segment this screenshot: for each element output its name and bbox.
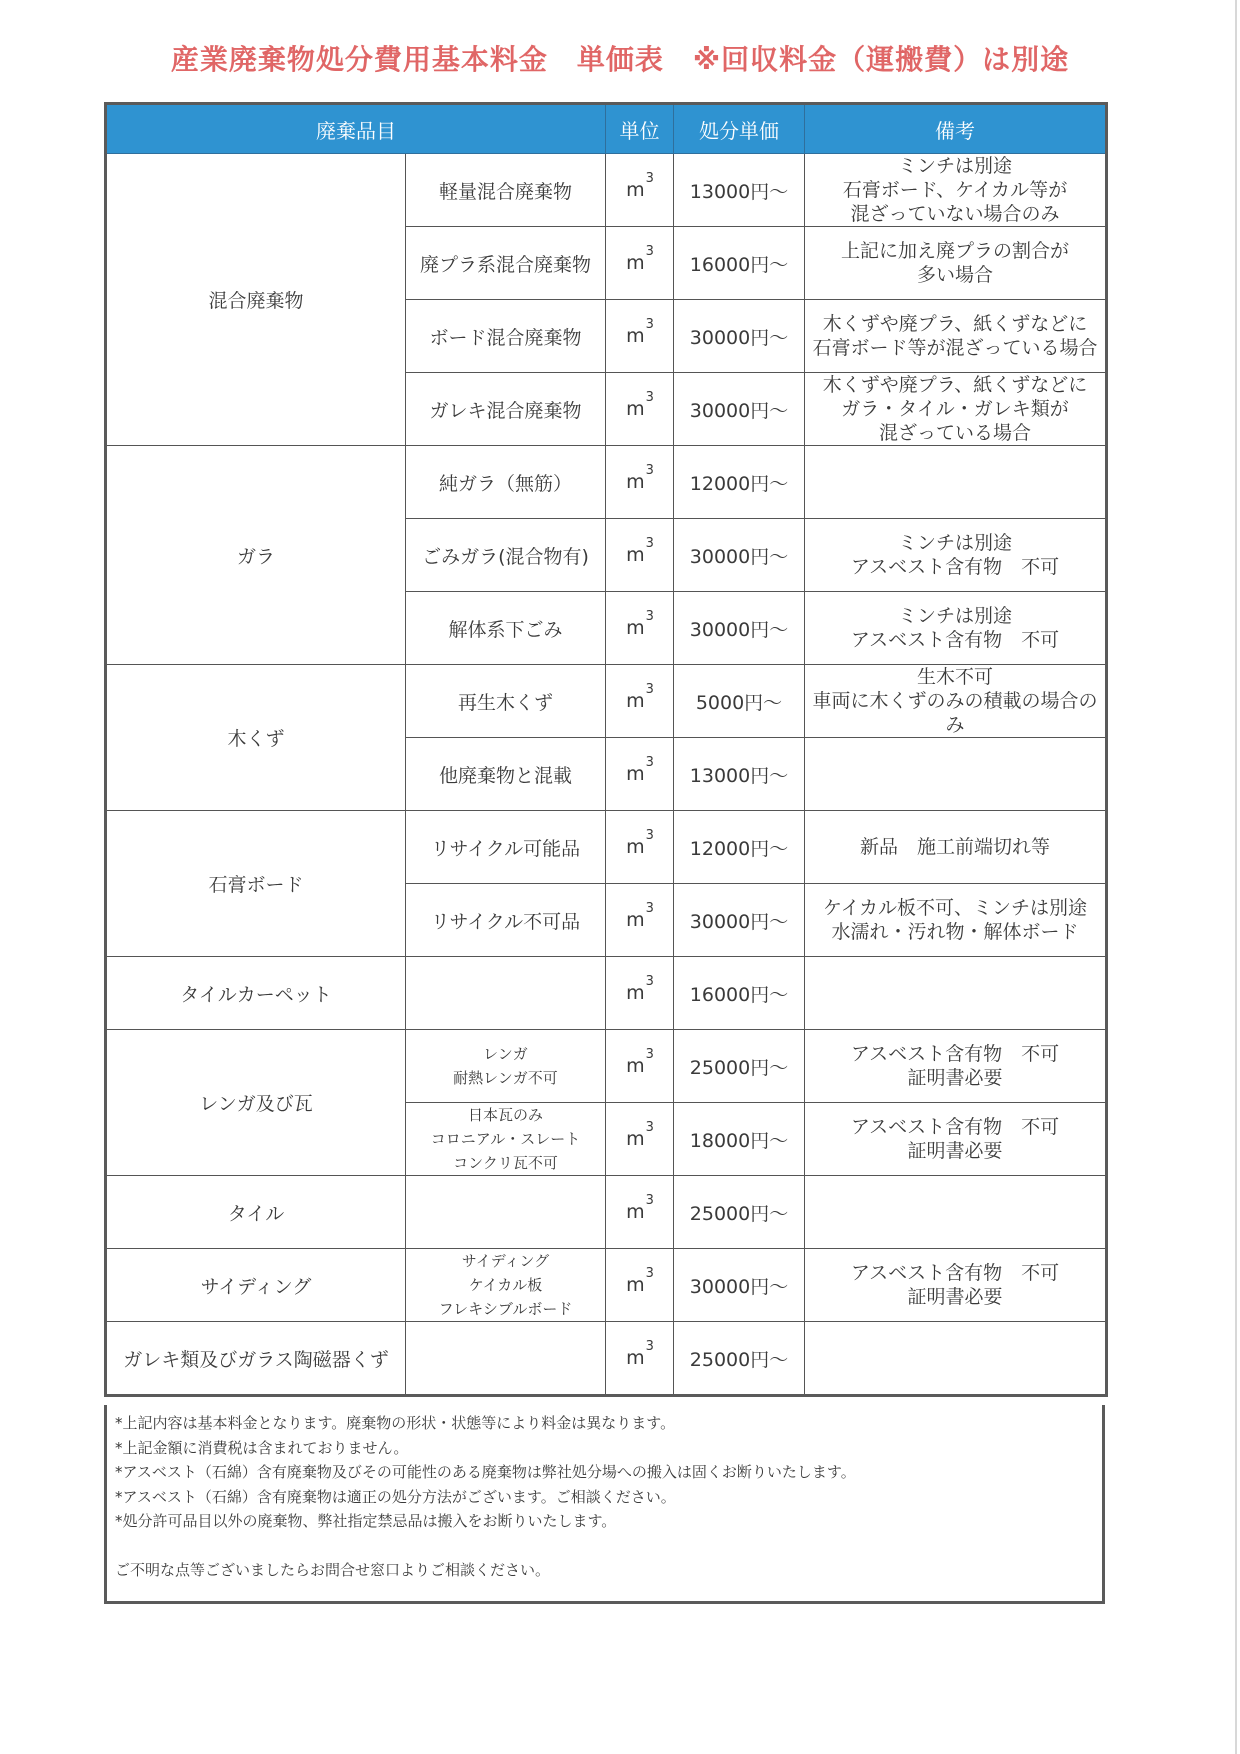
unit-symbol: m bbox=[626, 909, 645, 931]
subitem-cell: 廃プラ系混合廃棄物 bbox=[406, 227, 606, 300]
unit-cell bbox=[606, 446, 674, 519]
unit-exponent: 3 bbox=[645, 609, 654, 624]
unit-symbol: m bbox=[626, 398, 645, 420]
table-header-row bbox=[106, 104, 1107, 154]
unit-exponent: 3 bbox=[645, 682, 654, 697]
price-cell: 16000円～ bbox=[674, 227, 805, 300]
header-unit: 単位 bbox=[606, 104, 674, 154]
subitem-cell: 再生木くず bbox=[406, 665, 606, 738]
unit-cell bbox=[606, 811, 674, 884]
price-cell: 12000円～ bbox=[674, 446, 805, 519]
unit-symbol: m bbox=[626, 471, 645, 493]
unit-symbol: m bbox=[626, 1055, 645, 1077]
note-cell bbox=[805, 738, 1107, 811]
price-cell: 12000円～ bbox=[674, 811, 805, 884]
unit-exponent: 3 bbox=[645, 463, 654, 478]
unit-cell bbox=[606, 665, 674, 738]
footer-note-line: *アスベスト（石綿）含有廃棄物及びその可能性のある廃棄物は弊社処分場への搬入は固くお断りいたします。 bbox=[115, 1463, 856, 1481]
subitem-cell: 日本瓦のみ コロニアル・スレート コンクリ瓦不可 bbox=[406, 1103, 606, 1176]
subitem-cell: 他廃棄物と混載 bbox=[406, 738, 606, 811]
price-cell: 30000円～ bbox=[674, 1249, 805, 1322]
note-cell: 生木不可 車両に木くずのみの積載の場合のみ bbox=[805, 665, 1107, 738]
unit-cell bbox=[606, 738, 674, 811]
table-row bbox=[106, 811, 1107, 884]
category-cell: ガレキ類及びガラス陶磁器くず bbox=[106, 1322, 406, 1396]
unit-cell bbox=[606, 519, 674, 592]
price-cell: 18000円～ bbox=[674, 1103, 805, 1176]
subitem-cell: 解体系下ごみ bbox=[406, 592, 606, 665]
note-cell: 木くずや廃プラ、紙くずなどに 石膏ボード等が混ざっている場合 bbox=[805, 300, 1107, 373]
unit-symbol: m bbox=[626, 836, 645, 858]
unit-symbol: m bbox=[626, 1201, 645, 1223]
price-cell: 25000円～ bbox=[674, 1176, 805, 1249]
subitem-cell: 純ガラ（無筋） bbox=[406, 446, 606, 519]
note-cell: ケイカル板不可、ミンチは別途 水濡れ・汚れ物・解体ボード bbox=[805, 884, 1107, 957]
unit-exponent: 3 bbox=[645, 1047, 654, 1062]
price-cell: 30000円～ bbox=[674, 300, 805, 373]
unit-exponent: 3 bbox=[645, 244, 654, 259]
footer-contact: ご不明な点等ございましたらお問合せ窓口よりご相談ください。 bbox=[115, 1560, 551, 1579]
unit-exponent: 3 bbox=[645, 974, 654, 989]
unit-cell bbox=[606, 227, 674, 300]
note-cell bbox=[805, 1176, 1107, 1249]
unit-cell bbox=[606, 592, 674, 665]
note-cell: アスベスト含有物 不可 証明書必要 bbox=[805, 1103, 1107, 1176]
price-cell: 25000円～ bbox=[674, 1030, 805, 1103]
note-cell bbox=[805, 957, 1107, 1030]
category-cell: 混合廃棄物 bbox=[106, 154, 406, 446]
unit-cell bbox=[606, 1176, 674, 1249]
unit-exponent: 3 bbox=[645, 317, 654, 332]
subitem-cell bbox=[406, 1176, 606, 1249]
price-cell: 16000円～ bbox=[674, 957, 805, 1030]
subitem-cell: リサイクル不可品 bbox=[406, 884, 606, 957]
unit-cell bbox=[606, 1249, 674, 1322]
note-cell bbox=[805, 446, 1107, 519]
unit-exponent: 3 bbox=[645, 536, 654, 551]
subitem-cell: ごみガラ(混合物有) bbox=[406, 519, 606, 592]
unit-exponent: 3 bbox=[645, 1266, 654, 1281]
unit-symbol: m bbox=[626, 982, 645, 1004]
header-note: 備考 bbox=[805, 104, 1107, 154]
subitem-cell bbox=[406, 1322, 606, 1396]
price-cell: 13000円～ bbox=[674, 738, 805, 811]
table-row bbox=[106, 1176, 1107, 1249]
table-row bbox=[106, 1322, 1107, 1396]
unit-symbol: m bbox=[626, 1128, 645, 1150]
footer-notes bbox=[104, 1405, 1105, 1604]
unit-symbol: m bbox=[626, 763, 645, 785]
table-row bbox=[106, 154, 1107, 227]
unit-exponent: 3 bbox=[645, 755, 654, 770]
unit-symbol: m bbox=[626, 617, 645, 639]
unit-cell bbox=[606, 373, 674, 446]
note-cell: ミンチは別途 アスベスト含有物 不可 bbox=[805, 519, 1107, 592]
header-item: 廃棄品目 bbox=[106, 104, 606, 154]
subitem-cell: サイディング ケイカル板 フレキシブルボード bbox=[406, 1249, 606, 1322]
page-edge-line bbox=[1235, 0, 1237, 1754]
note-cell: 上記に加え廃プラの割合が 多い場合 bbox=[805, 227, 1107, 300]
subitem-cell: ボード混合廃棄物 bbox=[406, 300, 606, 373]
unit-cell bbox=[606, 300, 674, 373]
header-price: 処分単価 bbox=[674, 104, 805, 154]
price-cell: 5000円～ bbox=[674, 665, 805, 738]
price-cell: 13000円～ bbox=[674, 154, 805, 227]
unit-exponent: 3 bbox=[645, 171, 654, 186]
subitem-cell bbox=[406, 957, 606, 1030]
unit-cell bbox=[606, 1322, 674, 1396]
subitem-cell: レンガ 耐熱レンガ不可 bbox=[406, 1030, 606, 1103]
note-cell bbox=[805, 1322, 1107, 1396]
unit-symbol: m bbox=[626, 1274, 645, 1296]
unit-cell bbox=[606, 1030, 674, 1103]
category-cell: 木くず bbox=[106, 665, 406, 811]
table-row bbox=[106, 446, 1107, 519]
category-cell: 石膏ボード bbox=[106, 811, 406, 957]
price-cell: 25000円～ bbox=[674, 1322, 805, 1396]
unit-symbol: m bbox=[626, 325, 645, 347]
note-cell: アスベスト含有物 不可 証明書必要 bbox=[805, 1030, 1107, 1103]
footer-note-line: *上記金額に消費税は含まれておりません。 bbox=[115, 1438, 409, 1457]
subitem-cell: 軽量混合廃棄物 bbox=[406, 154, 606, 227]
unit-cell bbox=[606, 957, 674, 1030]
category-cell: レンガ及び瓦 bbox=[106, 1030, 406, 1176]
footer-note-line: *アスベスト（石綿）含有廃棄物は適正の処分方法がございます。ご相談ください。 bbox=[115, 1487, 676, 1506]
footer-note-line: *上記内容は基本料金となります。廃棄物の形状・状態等により料金は異なります。 bbox=[115, 1414, 676, 1432]
price-cell: 30000円～ bbox=[674, 884, 805, 957]
page-title: 産業廃棄物処分費用基本料金 単価表 ※回収料金（運搬費）は別途 bbox=[170, 43, 1070, 76]
table-body bbox=[106, 154, 1107, 1396]
note-cell: 新品 施工前端切れ等 bbox=[805, 811, 1107, 884]
price-cell: 30000円～ bbox=[674, 519, 805, 592]
category-cell: タイル bbox=[106, 1176, 406, 1249]
unit-cell bbox=[606, 1103, 674, 1176]
unit-exponent: 3 bbox=[645, 1193, 654, 1208]
note-cell: ミンチは別途 アスベスト含有物 不可 bbox=[805, 592, 1107, 665]
note-cell: アスベスト含有物 不可 証明書必要 bbox=[805, 1249, 1107, 1322]
category-cell: タイルカーペット bbox=[106, 957, 406, 1030]
note-cell: ミンチは別途 石膏ボード、ケイカル等が 混ざっていない場合のみ bbox=[805, 154, 1107, 227]
table-row bbox=[106, 1030, 1107, 1103]
price-cell: 30000円～ bbox=[674, 592, 805, 665]
unit-exponent: 3 bbox=[645, 828, 654, 843]
table-row bbox=[106, 1249, 1107, 1322]
footer-note-line: *処分許可品目以外の廃棄物、弊社指定禁忌品は搬入をお断りいたします。 bbox=[115, 1512, 617, 1530]
unit-cell bbox=[606, 154, 674, 227]
table-row bbox=[106, 665, 1107, 738]
table-row bbox=[106, 957, 1107, 1030]
unit-exponent: 3 bbox=[645, 901, 654, 916]
unit-symbol: m bbox=[626, 544, 645, 566]
unit-exponent: 3 bbox=[645, 390, 654, 405]
unit-symbol: m bbox=[626, 1347, 645, 1369]
subitem-cell: リサイクル可能品 bbox=[406, 811, 606, 884]
price-table bbox=[104, 102, 1108, 1397]
price-cell: 30000円～ bbox=[674, 373, 805, 446]
unit-symbol: m bbox=[626, 252, 645, 274]
subitem-cell: ガレキ混合廃棄物 bbox=[406, 373, 606, 446]
note-cell: 木くずや廃プラ、紙くずなどに ガラ・タイル・ガレキ類が 混ざっている場合 bbox=[805, 373, 1107, 446]
unit-exponent: 3 bbox=[645, 1120, 654, 1135]
unit-exponent: 3 bbox=[645, 1339, 654, 1354]
unit-cell bbox=[606, 884, 674, 957]
category-cell: サイディング bbox=[106, 1249, 406, 1322]
unit-symbol: m bbox=[626, 179, 645, 201]
category-cell: ガラ bbox=[106, 446, 406, 665]
unit-symbol: m bbox=[626, 690, 645, 712]
